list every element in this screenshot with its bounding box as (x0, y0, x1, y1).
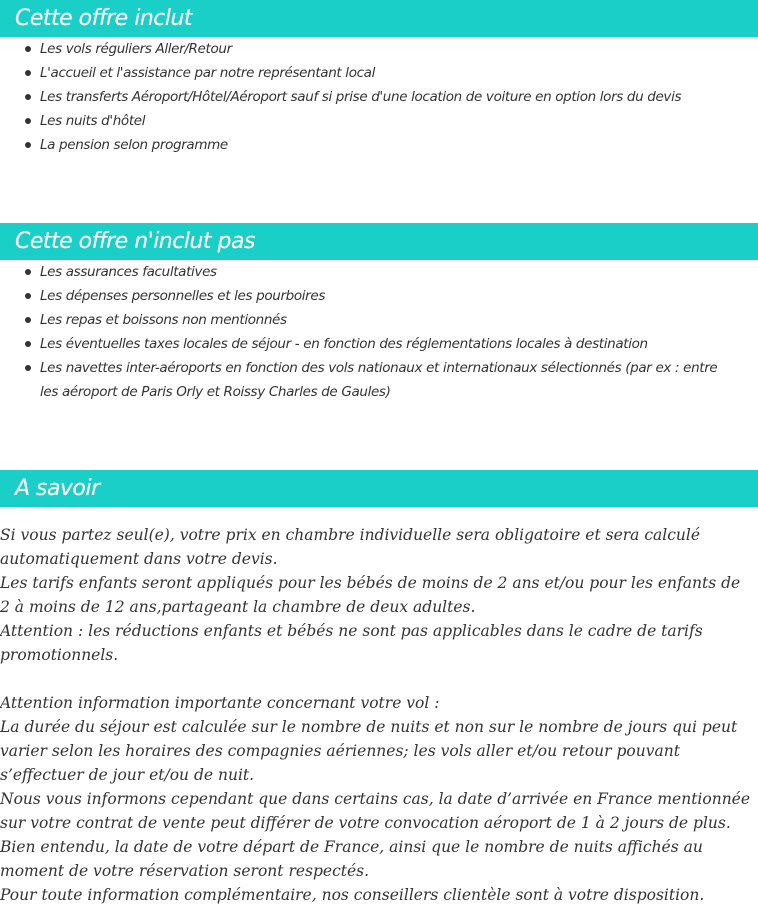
savoir-paragraph: Attention : les réductions enfants et bébés ne sont pas applicables dans le cadre de tarifs promotionnels. (0, 622, 703, 664)
included-title: Cette offre inclut (0, 0, 758, 37)
list-item: Les repas et boissons non mentionnés (40, 308, 758, 332)
savoir-paragraph: La durée du séjour est calculée sur le nombre de nuits et non sur le nombre de jours qui peut varier selon les horaires des compagnies aériennes; les vols aller et/ou retour pouvant s’effectuer de jour et/ou de nuit. (0, 718, 738, 784)
savoir-section (0, 470, 758, 907)
list-item: Les navettes inter-aéroports en fonction des vols nationaux et internationaux sélectionnés (par ex : entre les aéroport de Paris Orly et Roissy Charles de Gaules) (40, 356, 758, 404)
excluded-list (0, 260, 758, 404)
list-item: La pension selon programme (40, 133, 758, 157)
savoir-paragraph: Nous vous informons cependant que dans certains cas, la date d’arrivée en France mentionnée sur votre contrat de vente peut différer de votre convocation aéroport de 1 à 2 jours de plus. Bien entendu, la date de votre départ de France, ainsi que le nombre de nuits affichés au moment de votre réservation seront respectés. (0, 790, 751, 880)
list-item: Les nuits d'hôtel (40, 109, 758, 133)
list-item: Les assurances facultatives (40, 260, 758, 284)
savoir-paragraph: Attention information importante concernant votre vol : (0, 694, 440, 712)
excluded-section (0, 223, 758, 404)
list-item: L'accueil et l'assistance par notre représentant local (40, 61, 758, 85)
included-list (0, 37, 758, 157)
savoir-paragraph: Si vous partez seul(e), votre prix en chambre individuelle sera obligatoire et sera calculé automatiquement dans votre devis. (0, 526, 701, 568)
savoir-paragraph: Pour toute information complémentaire, nos conseillers clientèle sont à votre disposition. (0, 886, 705, 904)
list-item: Les transferts Aéroport/Hôtel/Aéroport sauf si prise d'une location de voiture en option lors du devis (40, 85, 758, 109)
list-item: Les dépenses personnelles et les pourboires (40, 284, 758, 308)
savoir-paragraph: Les tarifs enfants seront appliqués pour les bébés de moins de 2 ans et/ou pour les enfants de 2 à moins de 12 ans,partageant la chambre de deux adultes. (0, 574, 741, 616)
list-item: Les vols réguliers Aller/Retour (40, 37, 758, 61)
list-item: Les éventuelles taxes locales de séjour - en fonction des réglementations locales à destination (40, 332, 758, 356)
paragraph-spacer (0, 667, 752, 691)
excluded-title: Cette offre n'inclut pas (0, 223, 758, 260)
savoir-title: A savoir (0, 470, 758, 507)
included-section (0, 0, 758, 157)
savoir-text (0, 523, 758, 907)
